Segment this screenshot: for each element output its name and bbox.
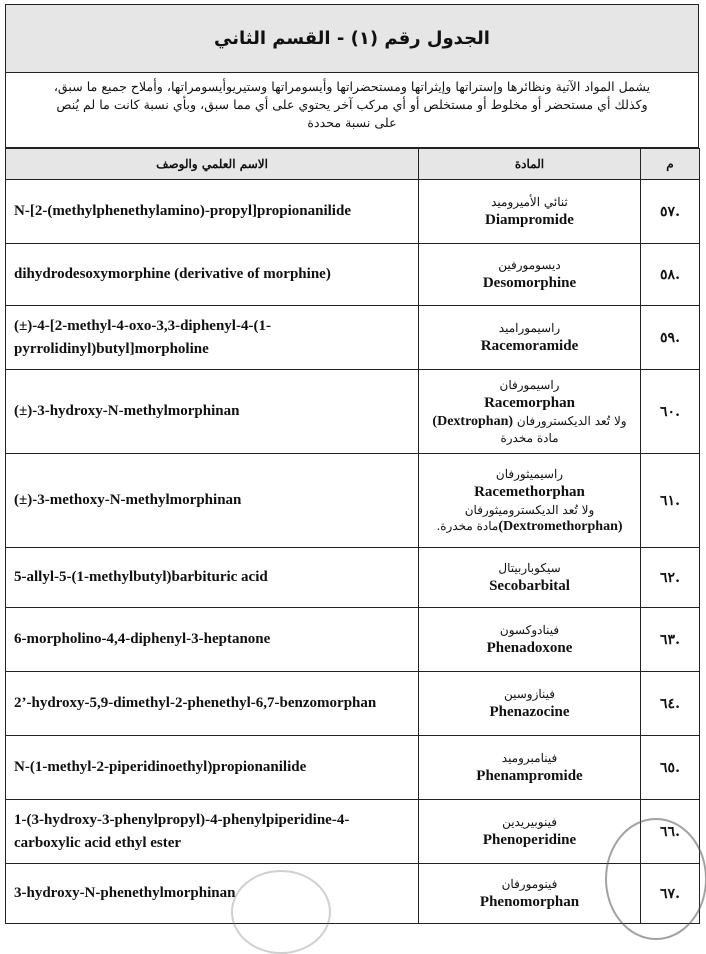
row-number: .٥٩ [641, 306, 700, 370]
substance-english: Phenampromide [476, 767, 583, 784]
substance-arabic: ديسومورفين [498, 257, 561, 272]
scientific-name: (±)-3-methoxy-N-methylmorphinan [6, 454, 419, 548]
substance-cell [419, 370, 641, 454]
table-row [6, 736, 700, 800]
header-number: م [641, 149, 700, 180]
scientific-name: N-[2-(methylphenethylamino)-propyl]propionanilide [6, 180, 419, 244]
table-row [6, 864, 700, 924]
substance-cell [419, 736, 641, 800]
scientific-name: (±)-3-hydroxy-N-methylmorphinan [6, 370, 419, 454]
substance-english: Desomorphine [482, 274, 577, 291]
substance-arabic: راسيميثورفان [495, 467, 564, 481]
substances-table [5, 148, 700, 924]
intro-line-1: يشمل المواد الآتية ونظائرها وإستراتها وإيثراتها ومستحضراتها وأيسومراتها وستيريوأيسومراتها، وأملاح جميع ما سبق، [53, 79, 651, 94]
intro-paragraph [5, 73, 699, 148]
substance-arabic: فينومورفان [501, 876, 558, 891]
intro-line-2: وكذلك أي مستحضر أو مخلوط أو مستخلص أو أي مركب آخر يحتوي على أي مما سبق، وبأي نسبة كانت ما لم يُنص [56, 97, 648, 112]
row-number: .٦٦ [641, 800, 700, 864]
substance-note: ولا تُعد الديكستروميثورفان [464, 503, 595, 517]
substance-arabic: فينادوكسون [499, 622, 560, 637]
table-row [6, 548, 700, 608]
substance-english: Diampromide [485, 211, 574, 228]
substance-arabic: راسيموراميد [498, 320, 561, 335]
table-row [6, 454, 700, 548]
note-arabic: ولا تُعد الديكسترورفان [516, 414, 627, 428]
substance-english: Racemethorphan [474, 484, 585, 500]
table-row [6, 306, 700, 370]
header-scientific-name: الاسم العلمي والوصف [6, 149, 419, 180]
substance-note-2 [419, 518, 640, 535]
note-english: (Dextromethorphan) [498, 519, 623, 534]
scientific-name: 5-allyl-5-(1-methylbutyl)barbituric acid [6, 548, 419, 608]
substance-arabic: راسيمورفان [499, 378, 560, 392]
substance-english: Phenomorphan [479, 893, 580, 910]
substance-arabic: فينامبروميد [501, 750, 558, 765]
table-header-row [6, 149, 700, 180]
intro-line-3: على نسبة محددة [307, 115, 397, 130]
table-row [6, 608, 700, 672]
row-number: .٥٧ [641, 180, 700, 244]
substance-cell [419, 454, 641, 548]
row-number: .٥٨ [641, 244, 700, 306]
substance-cell [419, 306, 641, 370]
substance-english: Secobarbital [489, 577, 570, 594]
row-number: .٦٣ [641, 608, 700, 672]
faded-stamp-image [231, 870, 331, 954]
row-number: .٦٥ [641, 736, 700, 800]
note-english: (Dextrophan) [432, 414, 514, 429]
header-substance: المادة [419, 149, 641, 180]
table-row [6, 244, 700, 306]
substance-cell [419, 548, 641, 608]
note-suffix: مادة مخدرة. [436, 519, 499, 533]
substance-arabic: ثنائي الأميروميد [491, 194, 568, 209]
table-row [6, 370, 700, 454]
row-number: .٦٧ [641, 864, 700, 924]
substance-cell [419, 244, 641, 306]
table-row [6, 800, 700, 864]
scientific-name: (±)-4-[2-methyl-4-oxo-3,3-diphenyl-4-(1-pyrrolidinyl)butyl]morpholine [6, 306, 419, 370]
substance-english: Phenazocine [489, 703, 570, 720]
substance-cell [419, 180, 641, 244]
row-number: .٦١ [641, 454, 700, 548]
table-title: الجدول رقم (١) - القسم الثاني [214, 28, 490, 49]
scientific-name: N-(1-methyl-2-piperidinoethyl)propionanilide [6, 736, 419, 800]
scientific-name: 3-hydroxy-N-phenethylmorphinan [6, 864, 419, 924]
note-suffix: مادة مخدرة [500, 431, 559, 445]
substance-arabic: فينازوسين [503, 686, 556, 701]
row-number: .٦٢ [641, 548, 700, 608]
substance-arabic: فينوبيريدين [502, 814, 557, 829]
table-row [6, 672, 700, 736]
scientific-name: 2’-hydroxy-5,9-dimethyl-2-phenethyl-6,7-benzomorphan [6, 672, 419, 736]
substance-cell [419, 608, 641, 672]
substance-cell [419, 800, 641, 864]
scientific-name: 1-(3-hydroxy-3-phenylpropyl)-4-phenylpiperidine-4-carboxylic acid ethyl ester [6, 800, 419, 864]
row-number: .٦٠ [641, 370, 700, 454]
scientific-name: dihydrodesoxymorphine (derivative of morphine) [6, 244, 419, 306]
table-row [6, 180, 700, 244]
substance-english: Phenoperidine [482, 831, 577, 848]
substance-note [419, 413, 640, 430]
substance-cell [419, 672, 641, 736]
scientific-name: 6-morpholino-4,4-diphenyl-3-heptanone [6, 608, 419, 672]
substance-english: Phenadoxone [486, 639, 573, 656]
substance-english: Racemorphan [484, 395, 575, 411]
substance-arabic: سيكوباربيتال [498, 560, 561, 575]
substance-english: Racemoramide [480, 337, 579, 354]
row-number: .٦٤ [641, 672, 700, 736]
table-title-box [5, 4, 699, 73]
official-seal-stamp [605, 818, 706, 940]
